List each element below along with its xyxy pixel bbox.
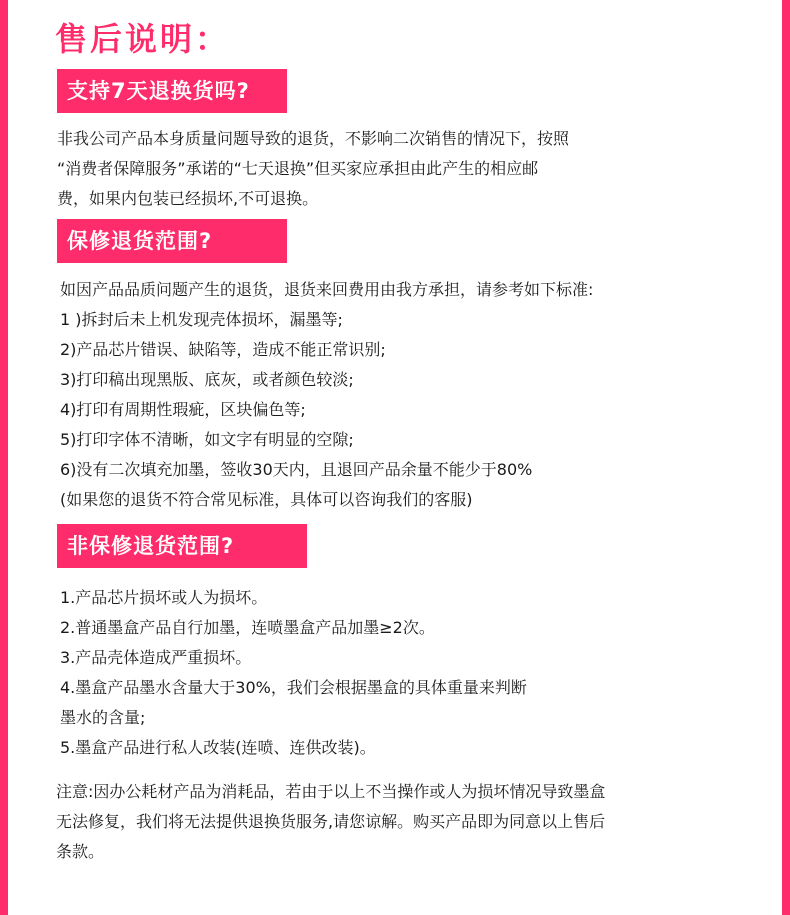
text-line: “消费者保障服务”承诺的“七天退换”但买家应承担由此产生的相应邮	[57, 159, 539, 178]
note-text	[56, 777, 760, 867]
page-title: 售后说明：	[55, 20, 231, 58]
text-line: 4)打印有周期性瑕疵，区块偏色等;	[60, 400, 306, 419]
text-line: 2)产品芯片错误、缺陷等，造成不能正常识别;	[60, 340, 386, 359]
text-line: 4.墨盒产品墨水含量大于30%，我们会根据墨盒的具体重量来判断	[60, 678, 527, 697]
right-border-stripe	[782, 0, 790, 915]
text-line: 3)打印稿出现黑版、底灰，或者颜色较淡;	[60, 370, 354, 389]
text-line: 条款。	[56, 842, 105, 861]
section-header-non-warranty-scope: 非保修退货范围?	[57, 524, 307, 568]
section-header-warranty-scope: 保修退货范围?	[57, 219, 287, 263]
text-line: 注意:因办公耗材产品为消耗品，若由于以上不当操作或人为损坏情况导致墨盒	[56, 782, 606, 801]
text-line: 墨水的含量;	[60, 708, 146, 727]
section-header-return-policy: 支持7天退换货吗?	[57, 69, 287, 113]
text-line: (如果您的退货不符合常见标准，具体可以咨询我们的客服)	[60, 490, 473, 509]
text-line: 3.产品壳体造成严重损坏。	[60, 648, 252, 667]
text-line: 6)没有二次填充加墨，签收30天内，且退回产品余量不能少于80%	[60, 460, 533, 479]
non-warranty-scope-text	[60, 583, 760, 763]
text-line: 非我公司产品本身质量问题导致的退货，不影响二次销售的情况下，按照	[57, 129, 570, 148]
text-line: 1 )拆封后未上机发现壳体损坏，漏墨等;	[60, 310, 343, 329]
text-line: 5)打印字体不清晰，如文字有明显的空隙;	[60, 430, 354, 449]
return-policy-text	[57, 124, 760, 214]
text-line: 5.墨盒产品进行私人改装(连喷、连供改装)。	[60, 738, 376, 757]
text-line: 如因产品品质问题产生的退货，退货来回费用由我方承担，请参考如下标准:	[60, 280, 594, 299]
text-line: 费，如果内包装已经损坏,不可退换。	[57, 189, 319, 208]
text-line: 1.产品芯片损坏或人为损坏。	[60, 588, 268, 607]
warranty-scope-text	[60, 275, 760, 515]
text-line: 2.普通墨盒产品自行加墨，连喷墨盒产品加墨≥2次。	[60, 618, 435, 637]
text-line: 无法修复，我们将无法提供退换货服务,请您谅解。购买产品即为同意以上售后	[56, 812, 606, 831]
left-border-stripe	[0, 0, 8, 915]
